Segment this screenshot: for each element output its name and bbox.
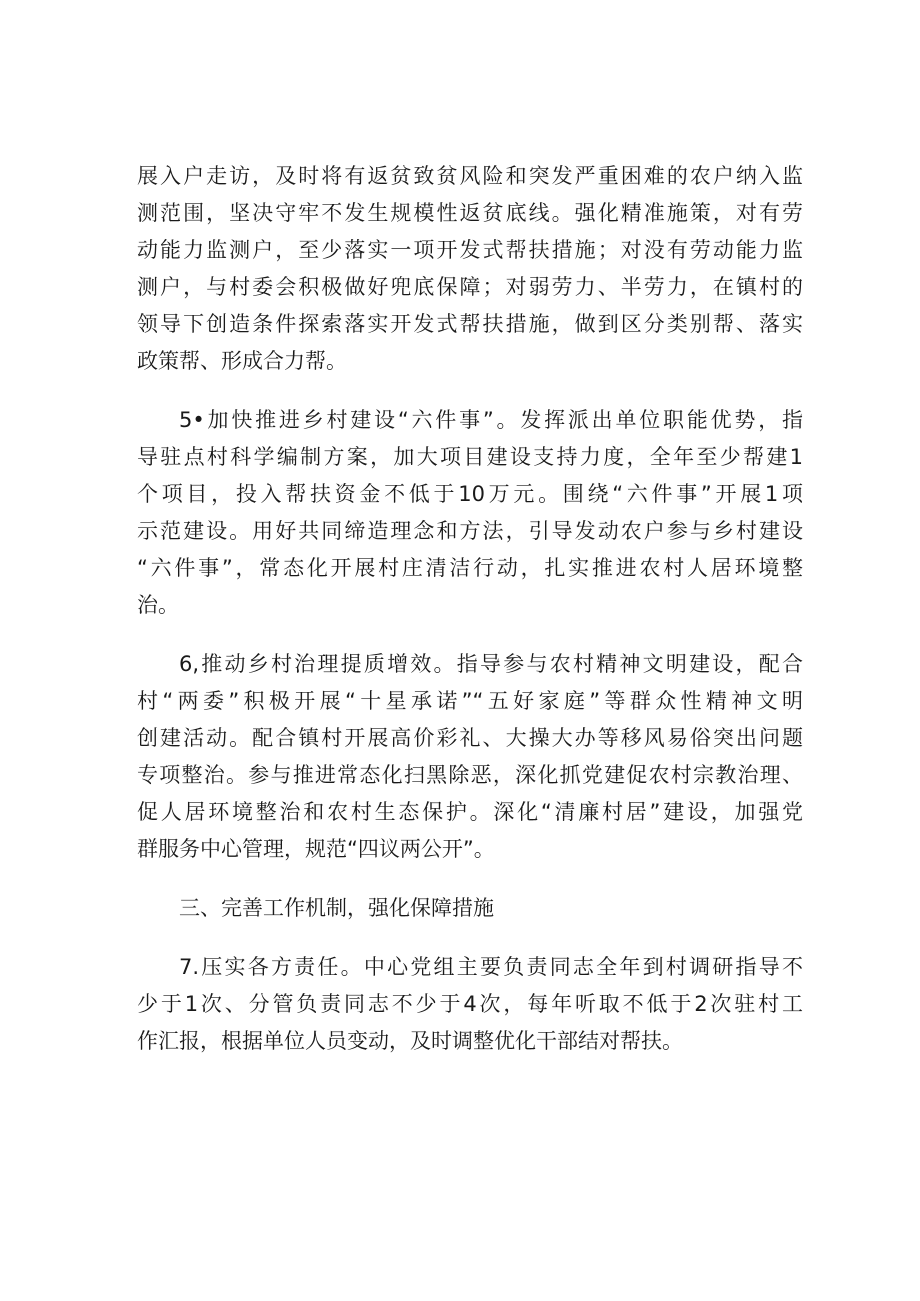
text-line: 测户，与村委会积极做好兜底保障；对弱劳力、半劳力，在镇村的	[137, 275, 803, 299]
text-line: 创建活动。配合镇村开展高价彩礼、大操大办等移风易俗突出问题	[137, 726, 803, 750]
paragraph-spacer	[137, 927, 803, 949]
text-line: 5•加快推进乡村建设“六件事”。发挥派出单位职能优势，指	[179, 408, 803, 432]
text-line: 领导下创造条件探索落实开发式帮扶措施，做到区分类别帮、落实	[137, 312, 803, 336]
text-line: 村“两委”积极开展“十星承诺”“五好家庭”等群众性精神文明	[137, 689, 803, 713]
document-body	[137, 158, 803, 1060]
text-line: 促人居环境整治和农村生态保护。深化“清廉村居”建设，加强党	[137, 800, 803, 824]
text-line: 测范围，坚决守牢不发生规模性返贫底线。强化精准施策，对有劳	[137, 201, 803, 225]
text-line: 政策帮、形成合力帮。	[137, 349, 347, 373]
text-line: 作汇报，根据单位人员变动，及时调整优化干部结对帮扶。	[137, 1029, 683, 1053]
paragraph-spacer	[137, 380, 803, 402]
paragraph-spacer	[137, 868, 803, 890]
text-line: 导驻点村科学编制方案，加大项目建设支持力度，全年至少帮建1	[137, 445, 803, 469]
section-heading-3	[137, 890, 803, 927]
paragraph-item-5	[137, 402, 803, 624]
paragraph-item-6	[137, 646, 803, 868]
paragraph-item-7	[137, 949, 803, 1060]
text-line: 治。	[137, 593, 179, 617]
text-line: 群服务中心管理，规范“四议两公开”。	[137, 837, 495, 861]
text-line: 个项目，投入帮扶资金不低于10万元。围绕“六件事”开展1项	[137, 482, 803, 506]
text-line: 展入户走访，及时将有返贫致贫风险和突发严重困难的农户纳入监	[137, 164, 803, 188]
text-line: 7.压实各方责任。中心党组主要负责同志全年到村调研指导不	[179, 955, 803, 979]
text-line: 6,推动乡村治理提质增效。指导参与农村精神文明建设，配合	[179, 652, 803, 676]
paragraph-spacer	[137, 624, 803, 646]
text-line: 动能力监测户，至少落实一项开发式帮扶措施；对没有劳动能力监	[137, 238, 803, 262]
text-line: “六件事”，常态化开展村庄清洁行动，扎实推进农村人居环境整	[137, 556, 803, 580]
text-line: 专项整治。参与推进常态化扫黑除恶，深化抓党建促农村宗教治理、	[137, 763, 803, 787]
text-line: 示范建设。用好共同缔造理念和方法，引导发动农户参与乡村建设	[137, 519, 803, 543]
text-line: 少于1次、分管负责同志不少于4次，每年听取不低于2次驻村工	[137, 992, 803, 1016]
paragraph-poverty-monitoring	[137, 158, 803, 380]
section-heading: 三、完善工作机制，强化保障措施	[179, 896, 494, 920]
